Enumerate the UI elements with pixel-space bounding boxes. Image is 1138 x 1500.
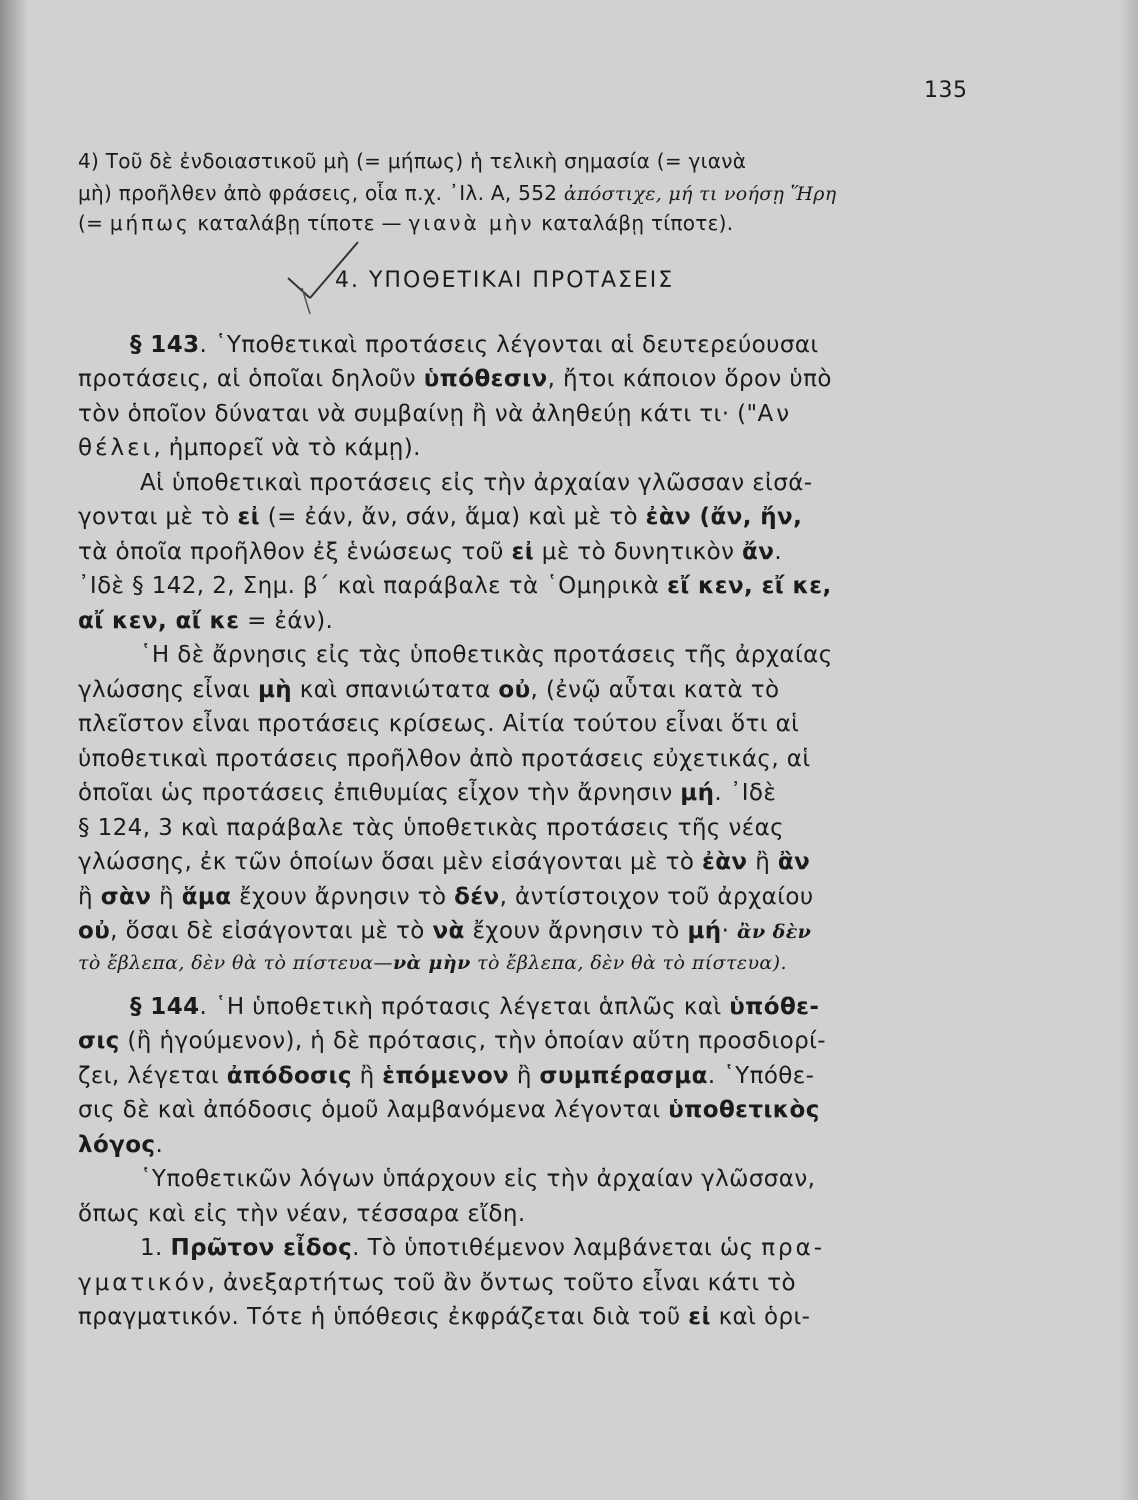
body-line-27: 1. Πρῶτον εἶδος. Τὸ ὑποτιθέμενον λαμβάνεται ὡς πρα-: [140, 1235, 826, 1261]
body-line-18: οὐ, ὅσαι δὲ εἰσάγονται μὲ τὸ νὰ ἔχουν ἄρνησιν τὸ μή· ἂν δὲν: [78, 918, 812, 944]
body-line-25: ῾Υποθετικῶν λόγων ὑπάρχουν εἰς τὴν ἀρχαίαν γλῶσσαν,: [140, 1166, 816, 1192]
body-line-21: σις (ἢ ἡγούμενον), ἡ δὲ πρότασις, τὴν ὁποίαν αὕτη προσδιορί-: [78, 1028, 826, 1054]
body-line-16: γλώσσης, ἐκ τῶν ὁποίων ὅσαι μὲν εἰσάγονται μὲ τὸ ἐὰν ἢ ἂν: [78, 849, 811, 875]
body-line-20: § 144. ῾Η ὑποθετικὴ πρότασις λέγεται ἁπλῶς καὶ ὑπόθε-: [130, 994, 820, 1020]
body-line-26: ὅπως καὶ εἰς τὴν νέαν, τέσσαρα εἴδη.: [78, 1201, 526, 1227]
body-line-6: γονται μὲ τὸ εἰ (= ἐάν, ἄν, σάν, ἅμα) καὶ μὲ τὸ ἐὰν (ἄν, ἤν,: [78, 504, 803, 530]
page-edge: [1120, 0, 1138, 1500]
body-line-9: αἴ κεν, αἴ κε = ἐάν).: [78, 608, 334, 634]
footnote-line-2: μὴ) προῆλθεν ἀπὸ φράσεις, οἷα π.χ. ᾿Ιλ. Α, 552 ἀπόστιχε, μή τι νοήσῃ Ἥρη: [78, 181, 837, 205]
page-number: 135: [924, 78, 968, 103]
body-line-11: γλώσσης εἶναι μὴ καὶ σπανιώτατα οὐ, (ἐνῷ αὗται κατὰ τὸ: [78, 677, 780, 703]
page-binding-shadow: [0, 0, 28, 1500]
body-line-7: τὰ ὁποῖα προῆλθον ἐξ ἑνώσεως τοῦ εἰ μὲ τὸ δυνητικὸν ἄν.: [78, 539, 783, 565]
body-line-23: σις δὲ καὶ ἀπόδοσις ὁμοῦ λαμβανόμενα λέγονται ὑποθετικὸς: [78, 1097, 820, 1123]
body-line-24: λόγος.: [78, 1132, 164, 1158]
section-heading: 4. ΥΠΟΘΕΤΙΚΑΙ ΠΡΟΤΑΣΕΙΣ: [335, 268, 675, 293]
body-line-12: πλεῖστον εἶναι προτάσεις κρίσεως. Αἰτία τούτου εἶναι ὅτι αἱ: [78, 711, 800, 737]
body-line-10: ῾Η δὲ ἄρνησις εἰς τὰς ὑποθετικὰς προτάσεις τῆς ἀρχαίας: [140, 642, 833, 668]
body-line-19: τὸ ἔβλεπα, δὲν θὰ τὸ πίστευα—νὰ μὴν τὸ ἔβλεπα, δὲν θὰ τὸ πίστευα).: [78, 952, 787, 974]
body-line-28: γματικόν, ἀνεξαρτήτως τοῦ ἂν ὄντως τοῦτο εἶναι κάτι τὸ: [78, 1270, 796, 1296]
body-line-3: τὸν ὁποῖον δύναται νὰ συμβαίνῃ ἢ νὰ ἀληθεύῃ κάτι τι· ("Αν: [78, 401, 793, 427]
body-line-14: ὁποῖαι ὡς προτάσεις ἐπιθυμίας εἶχον τὴν ἄρνησιν μή. ᾿Ιδὲ: [78, 780, 777, 806]
footnote-line-1: 4) Τοῦ δὲ ἐνδοιαστικοῦ μὴ (= μήπως) ἡ τελικὴ σημασία (= γιανὰ: [78, 149, 747, 173]
body-line-29: πραγματικόν. Τότε ἡ ὑπόθεσις ἐκφράζεται διὰ τοῦ εἰ καὶ ὁρι-: [78, 1304, 811, 1330]
footnote-line-3: (= μήπως καταλάβῃ τίποτε — γιανὰ μὴν καταλάβῃ τίποτε).: [78, 211, 734, 235]
body-line-4: θέλει, ἠμπορεῖ νὰ τὸ κάμῃ).: [78, 435, 421, 461]
body-line-5: Αἱ ὑποθετικαὶ προτάσεις εἰς τὴν ἀρχαίαν γλῶσσαν εἰσά-: [140, 470, 813, 496]
body-line-8: ᾿Ιδὲ § 142, 2, Σημ. β΄ καὶ παράβαλε τὰ ῾Ομηρικὰ εἴ κεν, εἴ κε,: [78, 573, 832, 599]
body-line-22: ζει, λέγεται ἀπόδοσις ἢ ἑπόμενον ἢ συμπέρασμα. ῾Υπόθε-: [78, 1063, 815, 1089]
body-line-13: ὑποθετικαὶ προτάσεις προῆλθον ἀπὸ προτάσεις εὐχετικάς, αἱ: [78, 746, 811, 772]
body-line-17: ἢ σὰν ἢ ἅμα ἔχουν ἄρνησιν τὸ δέν, ἀντίστοιχον τοῦ ἀρχαίου: [78, 884, 814, 910]
body-line-15: § 124, 3 καὶ παράβαλε τὰς ὑποθετικὰς προτάσεις τῆς νέας: [78, 815, 785, 841]
body-line-2: προτάσεις, αἱ ὁποῖαι δηλοῦν ὑπόθεσιν, ἤτοι κάποιον ὅρον ὑπὸ: [78, 366, 832, 392]
body-line-1: § 143. ῾Υποθετικαὶ προτάσεις λέγονται αἱ δευτερεύουσαι: [130, 332, 819, 358]
